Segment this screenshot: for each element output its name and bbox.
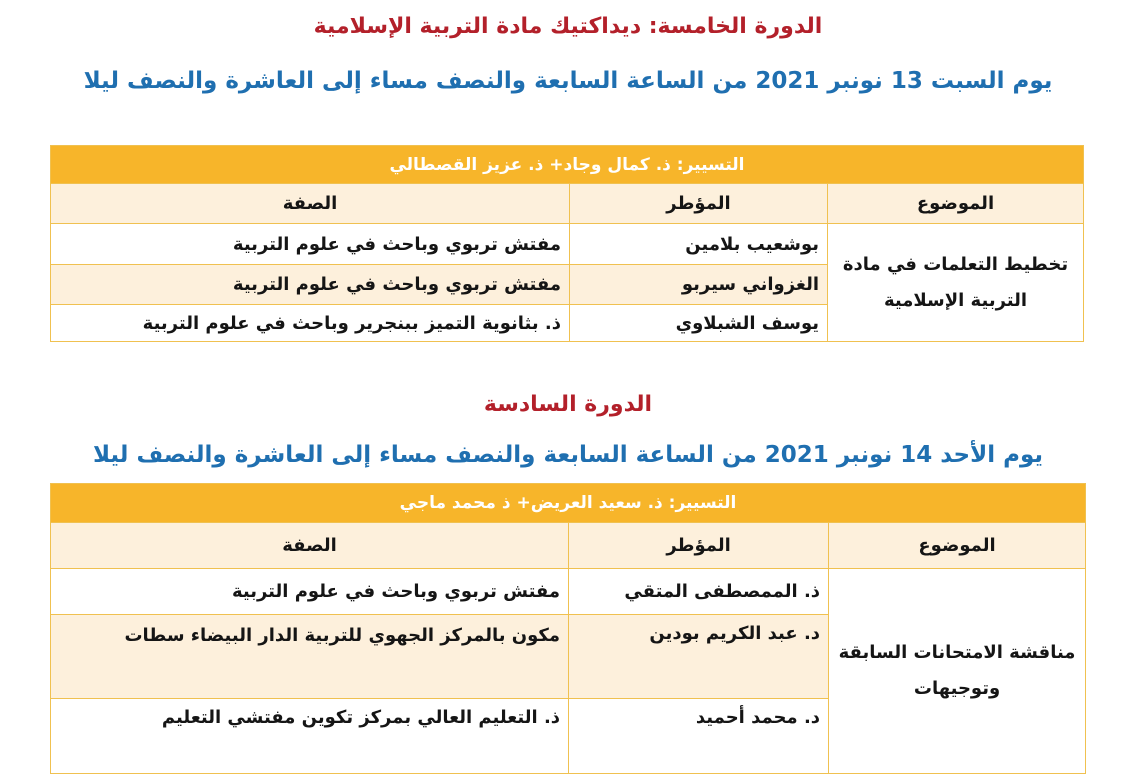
session6-header-role: الصفة [51,523,569,569]
speaker-role: مفتش تربوي وباحث في علوم التربية [51,265,570,305]
session5-header-topic: الموضوع [828,184,1084,224]
speaker-role: ذ. التعليم العالي بمركز تكوين مفتشي التعليم [51,699,569,774]
session6-date: يوم الأحد 14 نونبر 2021 من الساعة السابعة والنصف مساء إلى العاشرة والنصف ليلا [92,442,1044,468]
session5-date: يوم السبت 13 نونبر 2021 من الساعة السابعة والنصف مساء إلى العاشرة والنصف ليلا [83,68,1053,94]
table-row [51,569,1086,615]
speaker-name: يوسف الشبلاوي [570,305,828,342]
speaker-name: د. محمد أحميد [569,699,829,774]
session6-header-speaker: المؤطر [569,523,829,569]
session6-moderation: التسيير: ذ. سعيد العريض+ ذ محمد ماجي [51,484,1086,523]
session5-header-speaker: المؤطر [570,184,828,224]
session5-title: الدورة الخامسة: ديداكتيك مادة التربية الإسلامية [313,14,823,39]
session6-topic: مناقشة الامتحانات السابقة وتوجيهات [829,569,1086,774]
session6-table [50,483,1086,774]
session5-moderation: التسيير: ذ. كمال وجاد+ ذ. عزيز القصطالي [51,146,1084,184]
speaker-name: الغزواني سيربو [570,265,828,305]
speaker-role: مكون بالمركز الجهوي للتربية الدار البيضاء سطات [124,625,561,646]
table-row [51,224,1084,265]
session5-table [50,145,1084,342]
session6-header-topic: الموضوع [829,523,1086,569]
speaker-role: ذ. بثانوية التميز ببنجرير وباحث في علوم التربية [51,305,570,342]
speaker-role: مفتش تربوي وباحث في علوم التربية [51,224,570,265]
speaker-role-cell [51,615,569,699]
session6-title: الدورة السادسة [483,392,653,417]
speaker-name: د. عبد الكريم بودين [569,615,829,699]
speaker-name: بوشعيب بلامين [570,224,828,265]
session5-topic: تخطيط التعلمات في مادة التربية الإسلامية [828,224,1084,342]
session5-header-role: الصفة [51,184,570,224]
speaker-role: مفتش تربوي وباحث في علوم التربية [51,569,569,615]
speaker-name: ذ. الممصطفى المتقي [569,569,829,615]
